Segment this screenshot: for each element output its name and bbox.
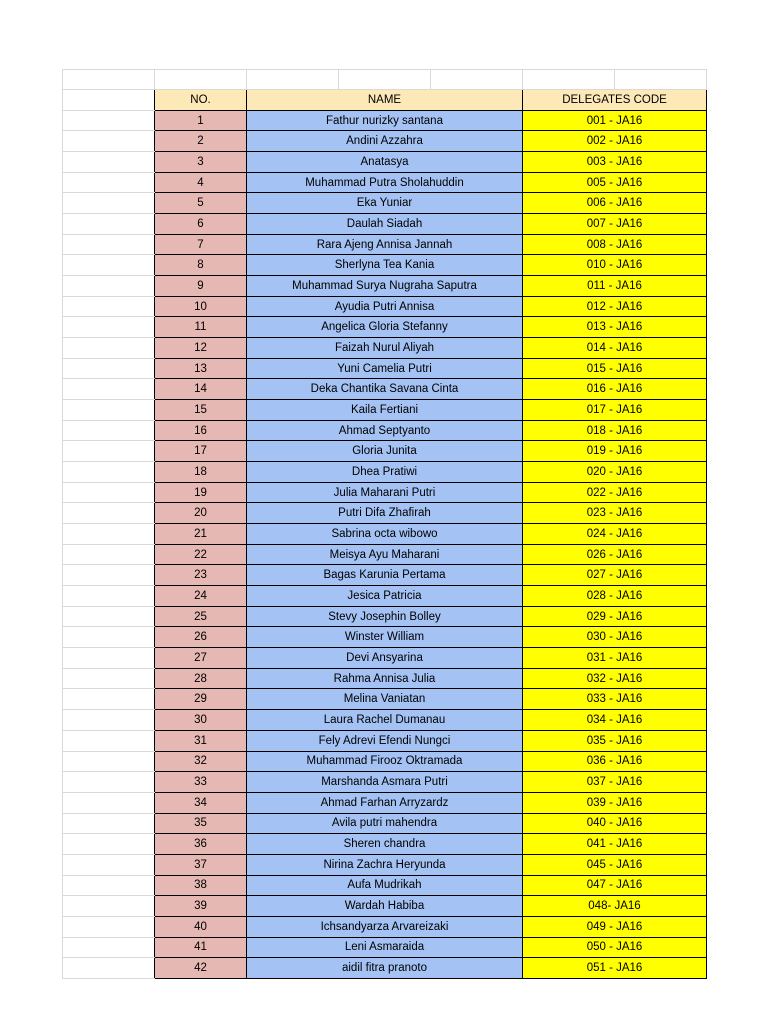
delegate-code-cell[interactable]: 010 - JA16 xyxy=(523,255,707,276)
row-number-cell[interactable]: 16 xyxy=(155,420,247,441)
row-number-cell[interactable]: 2 xyxy=(155,131,247,152)
delegate-code-cell[interactable]: 040 - JA16 xyxy=(523,813,707,834)
table-row xyxy=(63,317,707,338)
table-row xyxy=(63,813,707,834)
table-row xyxy=(63,172,707,193)
empty-cell[interactable] xyxy=(63,90,155,111)
name-cell[interactable]: Meisya Ayu Maharani xyxy=(247,544,523,565)
row-number-cell[interactable]: 39 xyxy=(155,896,247,917)
name-cell[interactable]: Kaila Fertiani xyxy=(247,400,523,421)
empty-cell[interactable] xyxy=(63,586,155,607)
delegate-code-cell[interactable]: 036 - JA16 xyxy=(523,751,707,772)
empty-cell[interactable] xyxy=(63,152,155,173)
row-number-cell[interactable]: 21 xyxy=(155,524,247,545)
delegate-code-cell[interactable]: 045 - JA16 xyxy=(523,854,707,875)
name-cell[interactable]: Sherlyna Tea Kania xyxy=(247,255,523,276)
spreadsheet xyxy=(62,69,706,979)
name-cell[interactable]: Deka Chantika Savana Cinta xyxy=(247,379,523,400)
table-row xyxy=(63,730,707,751)
empty-cell[interactable] xyxy=(63,358,155,379)
table-row xyxy=(63,441,707,462)
header-no[interactable]: NO. xyxy=(155,90,247,111)
table-row xyxy=(63,854,707,875)
delegate-code-cell[interactable]: 015 - JA16 xyxy=(523,358,707,379)
delegate-code-cell[interactable]: 051 - JA16 xyxy=(523,958,707,979)
name-cell[interactable]: Aufa Mudrikah xyxy=(247,875,523,896)
name-cell[interactable]: Rahma Annisa Julia xyxy=(247,668,523,689)
row-number-cell[interactable]: 23 xyxy=(155,565,247,586)
name-cell[interactable]: Devi Ansyarina xyxy=(247,648,523,669)
table-row xyxy=(63,214,707,235)
empty-cell[interactable] xyxy=(63,875,155,896)
empty-cell[interactable] xyxy=(63,668,155,689)
name-cell[interactable]: Winster William xyxy=(247,627,523,648)
empty-cell[interactable] xyxy=(63,792,155,813)
empty-cell[interactable] xyxy=(63,482,155,503)
name-cell[interactable]: Sabrina octa wibowo xyxy=(247,524,523,545)
table-row xyxy=(63,668,707,689)
delegate-code-cell[interactable]: 048- JA16 xyxy=(523,896,707,917)
delegate-code-cell[interactable]: 026 - JA16 xyxy=(523,544,707,565)
table-row xyxy=(63,296,707,317)
name-cell[interactable]: Ahmad Septyanto xyxy=(247,420,523,441)
empty-cell[interactable] xyxy=(615,70,707,90)
delegate-code-cell[interactable]: 002 - JA16 xyxy=(523,131,707,152)
delegate-code-cell[interactable]: 003 - JA16 xyxy=(523,152,707,173)
name-cell[interactable]: Angelica Gloria Stefanny xyxy=(247,317,523,338)
name-cell[interactable]: Marshanda Asmara Putri xyxy=(247,772,523,793)
table-row xyxy=(63,834,707,855)
delegate-code-cell[interactable]: 031 - JA16 xyxy=(523,648,707,669)
empty-cell[interactable] xyxy=(63,937,155,958)
row-number-cell[interactable]: 34 xyxy=(155,792,247,813)
row-number-cell[interactable]: 5 xyxy=(155,193,247,214)
delegate-code-cell[interactable]: 022 - JA16 xyxy=(523,482,707,503)
row-number-cell[interactable]: 6 xyxy=(155,214,247,235)
row-number-cell[interactable]: 24 xyxy=(155,586,247,607)
row-number-cell[interactable]: 13 xyxy=(155,358,247,379)
row-number-cell[interactable]: 27 xyxy=(155,648,247,669)
name-cell[interactable]: Nirina Zachra Heryunda xyxy=(247,854,523,875)
table-row xyxy=(63,524,707,545)
row-number-cell[interactable]: 4 xyxy=(155,172,247,193)
empty-cell[interactable] xyxy=(63,503,155,524)
table-row xyxy=(63,379,707,400)
name-cell[interactable]: Ayudia Putri Annisa xyxy=(247,296,523,317)
row-number-cell[interactable]: 20 xyxy=(155,503,247,524)
row-number-cell[interactable]: 38 xyxy=(155,875,247,896)
name-cell[interactable]: Gloria Junita xyxy=(247,441,523,462)
delegate-code-cell[interactable]: 020 - JA16 xyxy=(523,462,707,483)
row-number-cell[interactable]: 30 xyxy=(155,710,247,731)
delegate-code-cell[interactable]: 037 - JA16 xyxy=(523,772,707,793)
empty-cell[interactable] xyxy=(63,172,155,193)
row-number-cell[interactable]: 11 xyxy=(155,317,247,338)
name-cell[interactable]: Anatasya xyxy=(247,152,523,173)
empty-cell[interactable] xyxy=(63,524,155,545)
delegate-code-cell[interactable]: 029 - JA16 xyxy=(523,606,707,627)
empty-cell[interactable] xyxy=(63,214,155,235)
table-row xyxy=(63,627,707,648)
empty-cell[interactable] xyxy=(63,710,155,731)
table-row xyxy=(63,751,707,772)
row-number-cell[interactable]: 40 xyxy=(155,916,247,937)
row-number-cell[interactable]: 32 xyxy=(155,751,247,772)
table-row xyxy=(63,565,707,586)
row-number-cell[interactable]: 36 xyxy=(155,834,247,855)
delegate-code-cell[interactable]: 013 - JA16 xyxy=(523,317,707,338)
name-cell[interactable]: Leni Asmaraida xyxy=(247,937,523,958)
name-cell[interactable]: Ichsandyarza Arvareizaki xyxy=(247,916,523,937)
row-number-cell[interactable]: 25 xyxy=(155,606,247,627)
empty-cell[interactable] xyxy=(63,276,155,297)
table-row xyxy=(63,896,707,917)
empty-cell[interactable] xyxy=(63,854,155,875)
delegate-code-cell[interactable]: 016 - JA16 xyxy=(523,379,707,400)
empty-cell[interactable] xyxy=(523,70,615,90)
row-number-cell[interactable]: 41 xyxy=(155,937,247,958)
delegate-code-cell[interactable]: 023 - JA16 xyxy=(523,503,707,524)
name-cell[interactable]: Jesica Patricia xyxy=(247,586,523,607)
row-number-cell[interactable]: 33 xyxy=(155,772,247,793)
delegate-code-cell[interactable]: 014 - JA16 xyxy=(523,338,707,359)
delegate-code-cell[interactable]: 039 - JA16 xyxy=(523,792,707,813)
delegate-code-cell[interactable]: 012 - JA16 xyxy=(523,296,707,317)
name-cell[interactable]: Muhammad Firooz Oktramada xyxy=(247,751,523,772)
table-row xyxy=(63,482,707,503)
row-number-cell[interactable]: 3 xyxy=(155,152,247,173)
delegate-code-cell[interactable]: 033 - JA16 xyxy=(523,689,707,710)
delegate-code-cell[interactable]: 017 - JA16 xyxy=(523,400,707,421)
name-cell[interactable]: Muhammad Putra Sholahuddin xyxy=(247,172,523,193)
table-row xyxy=(63,338,707,359)
name-cell[interactable]: Bagas Karunia Pertama xyxy=(247,565,523,586)
empty-cell[interactable] xyxy=(63,379,155,400)
table-row xyxy=(63,586,707,607)
empty-cell[interactable] xyxy=(63,606,155,627)
name-cell[interactable]: Andini Azzahra xyxy=(247,131,523,152)
empty-cell[interactable] xyxy=(63,958,155,979)
row-number-cell[interactable]: 12 xyxy=(155,338,247,359)
name-cell[interactable]: Muhammad Surya Nugraha Saputra xyxy=(247,276,523,297)
delegate-code-cell[interactable]: 027 - JA16 xyxy=(523,565,707,586)
row-number-cell[interactable]: 9 xyxy=(155,276,247,297)
table-row xyxy=(63,110,707,131)
name-cell[interactable]: Daulah Siadah xyxy=(247,214,523,235)
table-row xyxy=(63,462,707,483)
empty-cell[interactable] xyxy=(63,565,155,586)
name-cell[interactable]: Julia Maharani Putri xyxy=(247,482,523,503)
delegate-code-cell[interactable]: 034 - JA16 xyxy=(523,710,707,731)
name-cell[interactable]: Ahmad Farhan Arryzardz xyxy=(247,792,523,813)
delegate-code-cell[interactable]: 035 - JA16 xyxy=(523,730,707,751)
row-number-cell[interactable]: 19 xyxy=(155,482,247,503)
row-number-cell[interactable]: 31 xyxy=(155,730,247,751)
table-row xyxy=(63,792,707,813)
delegate-code-cell[interactable]: 047 - JA16 xyxy=(523,875,707,896)
empty-cell[interactable] xyxy=(63,420,155,441)
name-cell[interactable]: Yuni Camelia Putri xyxy=(247,358,523,379)
table-row xyxy=(63,503,707,524)
empty-cell[interactable] xyxy=(431,70,523,90)
row-number-cell[interactable]: 29 xyxy=(155,689,247,710)
name-cell[interactable]: Stevy Josephin Bolley xyxy=(247,606,523,627)
row-number-cell[interactable]: 28 xyxy=(155,668,247,689)
row-number-cell[interactable]: 10 xyxy=(155,296,247,317)
delegate-code-cell[interactable]: 019 - JA16 xyxy=(523,441,707,462)
name-cell[interactable]: Eka Yuniar xyxy=(247,193,523,214)
empty-cell[interactable] xyxy=(63,234,155,255)
row-number-cell[interactable]: 15 xyxy=(155,400,247,421)
delegate-code-cell[interactable]: 018 - JA16 xyxy=(523,420,707,441)
table-row xyxy=(63,648,707,669)
delegate-code-cell[interactable]: 007 - JA16 xyxy=(523,214,707,235)
empty-cell[interactable] xyxy=(63,544,155,565)
table-row xyxy=(63,916,707,937)
header-row xyxy=(63,90,707,111)
table-row xyxy=(63,710,707,731)
header-code[interactable]: DELEGATES CODE xyxy=(523,90,707,111)
row-number-cell[interactable]: 17 xyxy=(155,441,247,462)
empty-cell[interactable] xyxy=(63,70,155,90)
delegate-code-cell[interactable]: 028 - JA16 xyxy=(523,586,707,607)
empty-cell[interactable] xyxy=(63,317,155,338)
delegate-code-cell[interactable]: 024 - JA16 xyxy=(523,524,707,545)
empty-cell[interactable] xyxy=(63,400,155,421)
name-cell[interactable]: Faizah Nurul Aliyah xyxy=(247,338,523,359)
name-cell[interactable]: Melina Vaniatan xyxy=(247,689,523,710)
name-cell[interactable]: Putri Difa Zhafirah xyxy=(247,503,523,524)
name-cell[interactable]: Sheren chandra xyxy=(247,834,523,855)
table-row xyxy=(63,131,707,152)
table-row xyxy=(63,937,707,958)
empty-cell[interactable] xyxy=(155,70,247,90)
empty-cell[interactable] xyxy=(63,730,155,751)
delegate-code-cell[interactable]: 008 - JA16 xyxy=(523,234,707,255)
row-number-cell[interactable]: 18 xyxy=(155,462,247,483)
name-cell[interactable]: Avila putri mahendra xyxy=(247,813,523,834)
table-row xyxy=(63,358,707,379)
row-number-cell[interactable]: 42 xyxy=(155,958,247,979)
name-cell[interactable]: Rara Ajeng Annisa Jannah xyxy=(247,234,523,255)
table-row xyxy=(63,193,707,214)
row-number-cell[interactable]: 26 xyxy=(155,627,247,648)
delegate-code-cell[interactable]: 001 - JA16 xyxy=(523,110,707,131)
empty-cell[interactable] xyxy=(339,70,431,90)
table-row xyxy=(63,544,707,565)
row-number-cell[interactable]: 14 xyxy=(155,379,247,400)
empty-cell[interactable] xyxy=(63,441,155,462)
empty-cell[interactable] xyxy=(247,70,339,90)
name-cell[interactable]: Dhea Pratiwi xyxy=(247,462,523,483)
table-row xyxy=(63,772,707,793)
table-row xyxy=(63,420,707,441)
empty-cell[interactable] xyxy=(63,193,155,214)
table-row xyxy=(63,606,707,627)
table-row xyxy=(63,400,707,421)
name-cell[interactable]: aidil fitra pranoto xyxy=(247,958,523,979)
table-row xyxy=(63,234,707,255)
name-cell[interactable]: Laura Rachel Dumanau xyxy=(247,710,523,731)
table-row xyxy=(63,152,707,173)
row-number-cell[interactable]: 8 xyxy=(155,255,247,276)
empty-cell[interactable] xyxy=(63,813,155,834)
row-number-cell[interactable]: 7 xyxy=(155,234,247,255)
table-row xyxy=(63,875,707,896)
delegate-code-cell[interactable]: 011 - JA16 xyxy=(523,276,707,297)
empty-cell[interactable] xyxy=(63,131,155,152)
name-cell[interactable]: Fely Adrevi Efendi Nungci xyxy=(247,730,523,751)
row-number-cell[interactable]: 35 xyxy=(155,813,247,834)
empty-cell[interactable] xyxy=(63,751,155,772)
delegate-code-cell[interactable]: 006 - JA16 xyxy=(523,193,707,214)
delegate-code-cell[interactable]: 041 - JA16 xyxy=(523,834,707,855)
row-number-cell[interactable]: 1 xyxy=(155,110,247,131)
empty-cell[interactable] xyxy=(63,648,155,669)
header-name[interactable]: NAME xyxy=(247,90,523,111)
table-row xyxy=(63,958,707,979)
table-row xyxy=(63,276,707,297)
name-cell[interactable]: Fathur nurizky santana xyxy=(247,110,523,131)
name-cell[interactable]: Wardah Habiba xyxy=(247,896,523,917)
empty-cell[interactable] xyxy=(63,255,155,276)
empty-cell[interactable] xyxy=(63,896,155,917)
delegate-code-cell[interactable]: 005 - JA16 xyxy=(523,172,707,193)
empty-cell[interactable] xyxy=(63,627,155,648)
blank-row xyxy=(63,70,707,90)
empty-cell[interactable] xyxy=(63,338,155,359)
table-row xyxy=(63,255,707,276)
empty-cell[interactable] xyxy=(63,916,155,937)
row-number-cell[interactable]: 37 xyxy=(155,854,247,875)
empty-cell[interactable] xyxy=(63,296,155,317)
empty-cell[interactable] xyxy=(63,462,155,483)
delegates-table xyxy=(62,69,707,979)
empty-cell[interactable] xyxy=(63,689,155,710)
row-number-cell[interactable]: 22 xyxy=(155,544,247,565)
empty-cell[interactable] xyxy=(63,110,155,131)
table-row xyxy=(63,689,707,710)
delegate-code-cell[interactable]: 050 - JA16 xyxy=(523,937,707,958)
delegate-code-cell[interactable]: 032 - JA16 xyxy=(523,668,707,689)
delegate-code-cell[interactable]: 049 - JA16 xyxy=(523,916,707,937)
empty-cell[interactable] xyxy=(63,772,155,793)
empty-cell[interactable] xyxy=(63,834,155,855)
delegate-code-cell[interactable]: 030 - JA16 xyxy=(523,627,707,648)
